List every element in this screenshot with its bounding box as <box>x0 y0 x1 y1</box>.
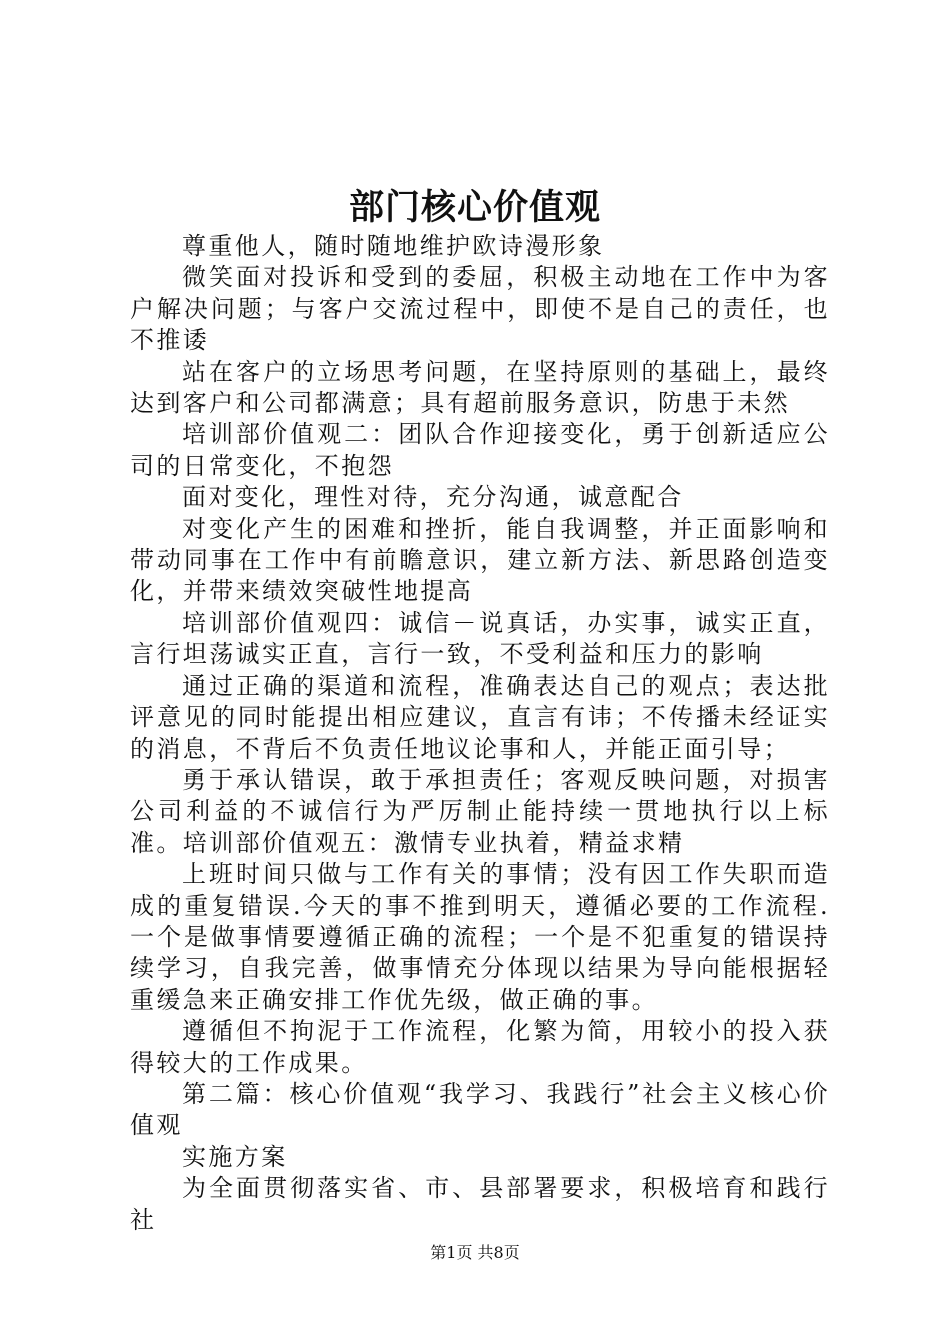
page-title: 部门核心价值观 <box>348 187 601 228</box>
paragraph: 实施方案 <box>182 1142 288 1171</box>
paragraph: 尊重他人，随时随地维护欧诗漫形象 <box>182 232 605 260</box>
paragraph: 培训部价值观二：团队合作迎接变化，勇于创新适应公司的日常变化，不抱怨 <box>130 420 830 480</box>
paragraph: 为全面贯彻落实省、市、县部署要求，积极培育和践行社 <box>130 1174 830 1234</box>
paragraph: 微笑面对投诉和受到的委屈，积极主动地在工作中为客户解决问题；与客户交流过程中，即使不是自己的责任，也不推诿 <box>130 263 830 355</box>
paragraph: 遵循但不拘泥于工作流程，化繁为简，用较小的投入获得较大的工作成果。 <box>130 1017 830 1077</box>
paragraph: 站在客户的立场思考问题，在坚持原则的基础上，最终达到客户和公司都满意；具有超前服务意识，防患于未然 <box>130 357 830 418</box>
paragraph: 勇于承认错误，敢于承担责任；客观反映问题，对损害公司利益的不诚信行为严厉制止能持续一贯地执行以上标准。培训部价值观五：激情专业执着，精益求精 <box>130 765 830 857</box>
paragraph: 第二篇：核心价值观“我学习、我践行”社会主义核心价值观 <box>130 1079 830 1140</box>
paragraph: 面对变化，理性对待，充分沟通，诚意配合 <box>182 483 684 512</box>
document-body <box>130 231 830 1236</box>
paragraph: 培训部价值观四：诚信－说真话，办实事，诚实正直，言行坦荡诚实正直，言行一致，不受利益和压力的影响 <box>130 608 830 669</box>
page-footer: 第1页 共8页 <box>430 1243 520 1262</box>
paragraph: 对变化产生的困难和挫折，能自我调整，并正面影响和带动同事在工作中有前瞻意识，建立新方法、新思路创造变化，并带来绩效突破性地提高 <box>130 514 830 606</box>
paragraph: 上班时间只做与工作有关的事情；没有因工作失职而造成的重复错误.今天的事不推到明天，遵循必要的工作流程.一个是做事情要遵循正确的流程；一个是不犯重复的错误持续学习，自我完善，做事情充分体现以结果为导向能根据轻重缓急来正确安排工作优先级，做正确的事。 <box>130 860 830 1014</box>
paragraph: 通过正确的渠道和流程，准确表达自己的观点；表达批评意见的同时能提出相应建议，直言有讳；不传播未经证实的消息，不背后不负责任地议论事和人，并能正面引导； <box>130 671 830 763</box>
